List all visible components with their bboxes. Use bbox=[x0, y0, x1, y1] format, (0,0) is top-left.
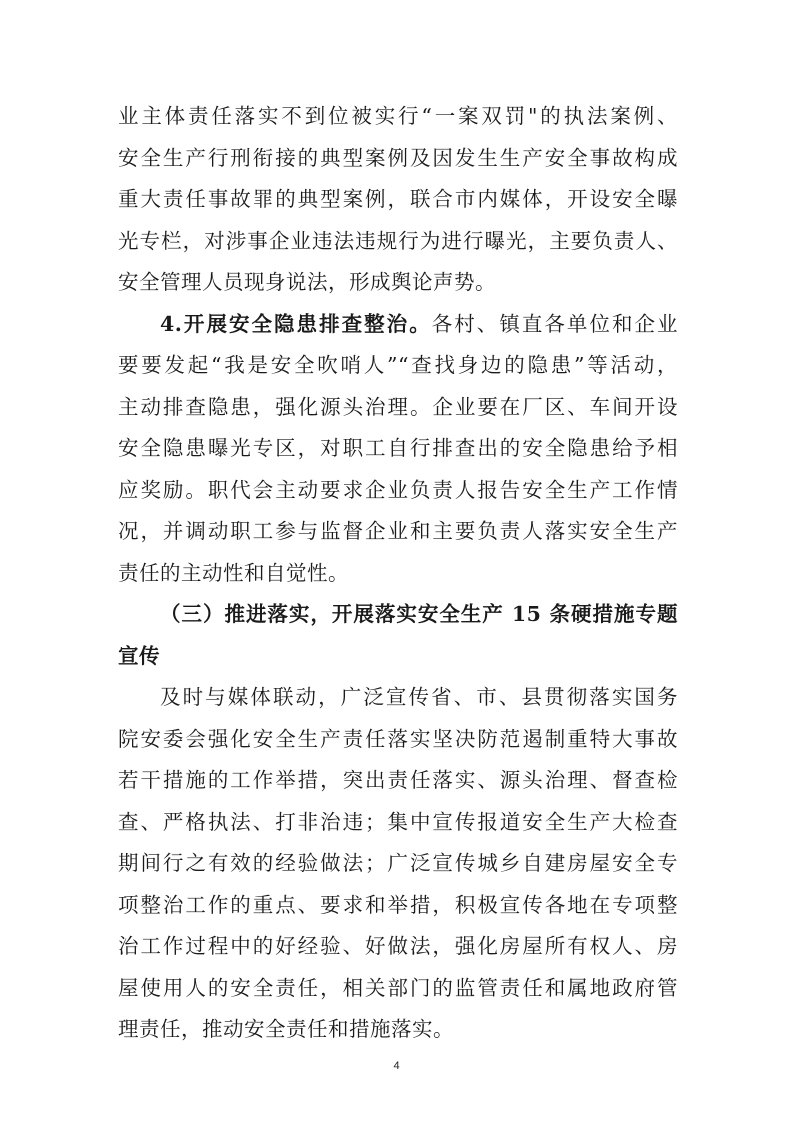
text-line: 况，并调动职工参与监督企业和主要负责人落实安全生产 bbox=[118, 519, 678, 543]
text-line: 理责任，推动安全责任和措施落实。 bbox=[118, 1017, 454, 1041]
text-line: 若干措施的工作举措，突出责任落实、源头治理、督查检 bbox=[118, 768, 678, 792]
text-line: 屋使用人的安全责任，相关部门的监管责任和属地政府管 bbox=[118, 975, 678, 1000]
text-line: 重大责任事故罪的典型案例，联合市内媒体，开设安全曝 bbox=[118, 187, 678, 211]
section-heading-line: 宣传 bbox=[118, 643, 160, 668]
page-number: 4 bbox=[393, 1060, 400, 1072]
text-line: 安全管理人员现身说法，形成舆论声势。 bbox=[118, 270, 496, 294]
text-line: 光专栏，对涉事企业违法违规行为进行曝光，主要负责人、 bbox=[118, 228, 678, 253]
text-line: 治工作过程中的好经验、好做法，强化房屋所有权人、房 bbox=[118, 934, 678, 958]
text-line: 查、严格执法、打非治违；集中宣传报道安全生产大检查 bbox=[118, 809, 678, 834]
paragraph-media-publicity bbox=[118, 677, 678, 1051]
section-heading bbox=[118, 594, 678, 677]
text-span: 各村、镇直各单位和企业 bbox=[431, 311, 679, 336]
text-line: 业主体责任落实不到位被实行“一案双罚"的执法案例、 bbox=[118, 104, 678, 128]
item-heading: 4.开展安全隐患排查整治。 bbox=[160, 311, 432, 336]
text-line: 要要发起“我是安全吹哨人”“查找身边的隐患”等活动， bbox=[118, 353, 678, 377]
text-line: 院安委会强化安全生产责任落实坚决防范遏制重特大事故 bbox=[118, 726, 678, 751]
text-line: 项整治工作的重点、要求和举措，积极宣传各地在专项整 bbox=[118, 892, 678, 917]
paragraph-continuation bbox=[118, 96, 678, 304]
text-line: 期间行之有效的经验做法；广泛宣传城乡自建房屋安全专 bbox=[118, 851, 678, 875]
text-line: 安全隐患曝光专区，对职工自行排查出的安全隐患给予相 bbox=[118, 436, 678, 460]
section-heading-line: （三）推进落实，开展落实安全生产 15 条硬措施专题 bbox=[160, 602, 678, 626]
text-line: 主动排查隐患，强化源头治理。企业要在厂区、车间开设 bbox=[118, 394, 678, 419]
paragraph-hazard-inspection bbox=[118, 304, 678, 595]
text-line: 责任的主动性和自觉性。 bbox=[118, 560, 349, 585]
text-line: 应奖励。职代会主动要求企业负责人报告安全生产工作情 bbox=[118, 477, 678, 502]
text-line: 安全生产行刑衔接的典型案例及因发生生产安全事故构成 bbox=[118, 145, 678, 170]
text-line: 及时与媒体联动，广泛宣传省、市、县贯彻落实国务 bbox=[160, 685, 678, 709]
text-line bbox=[118, 304, 678, 346]
document-page bbox=[118, 96, 678, 1051]
